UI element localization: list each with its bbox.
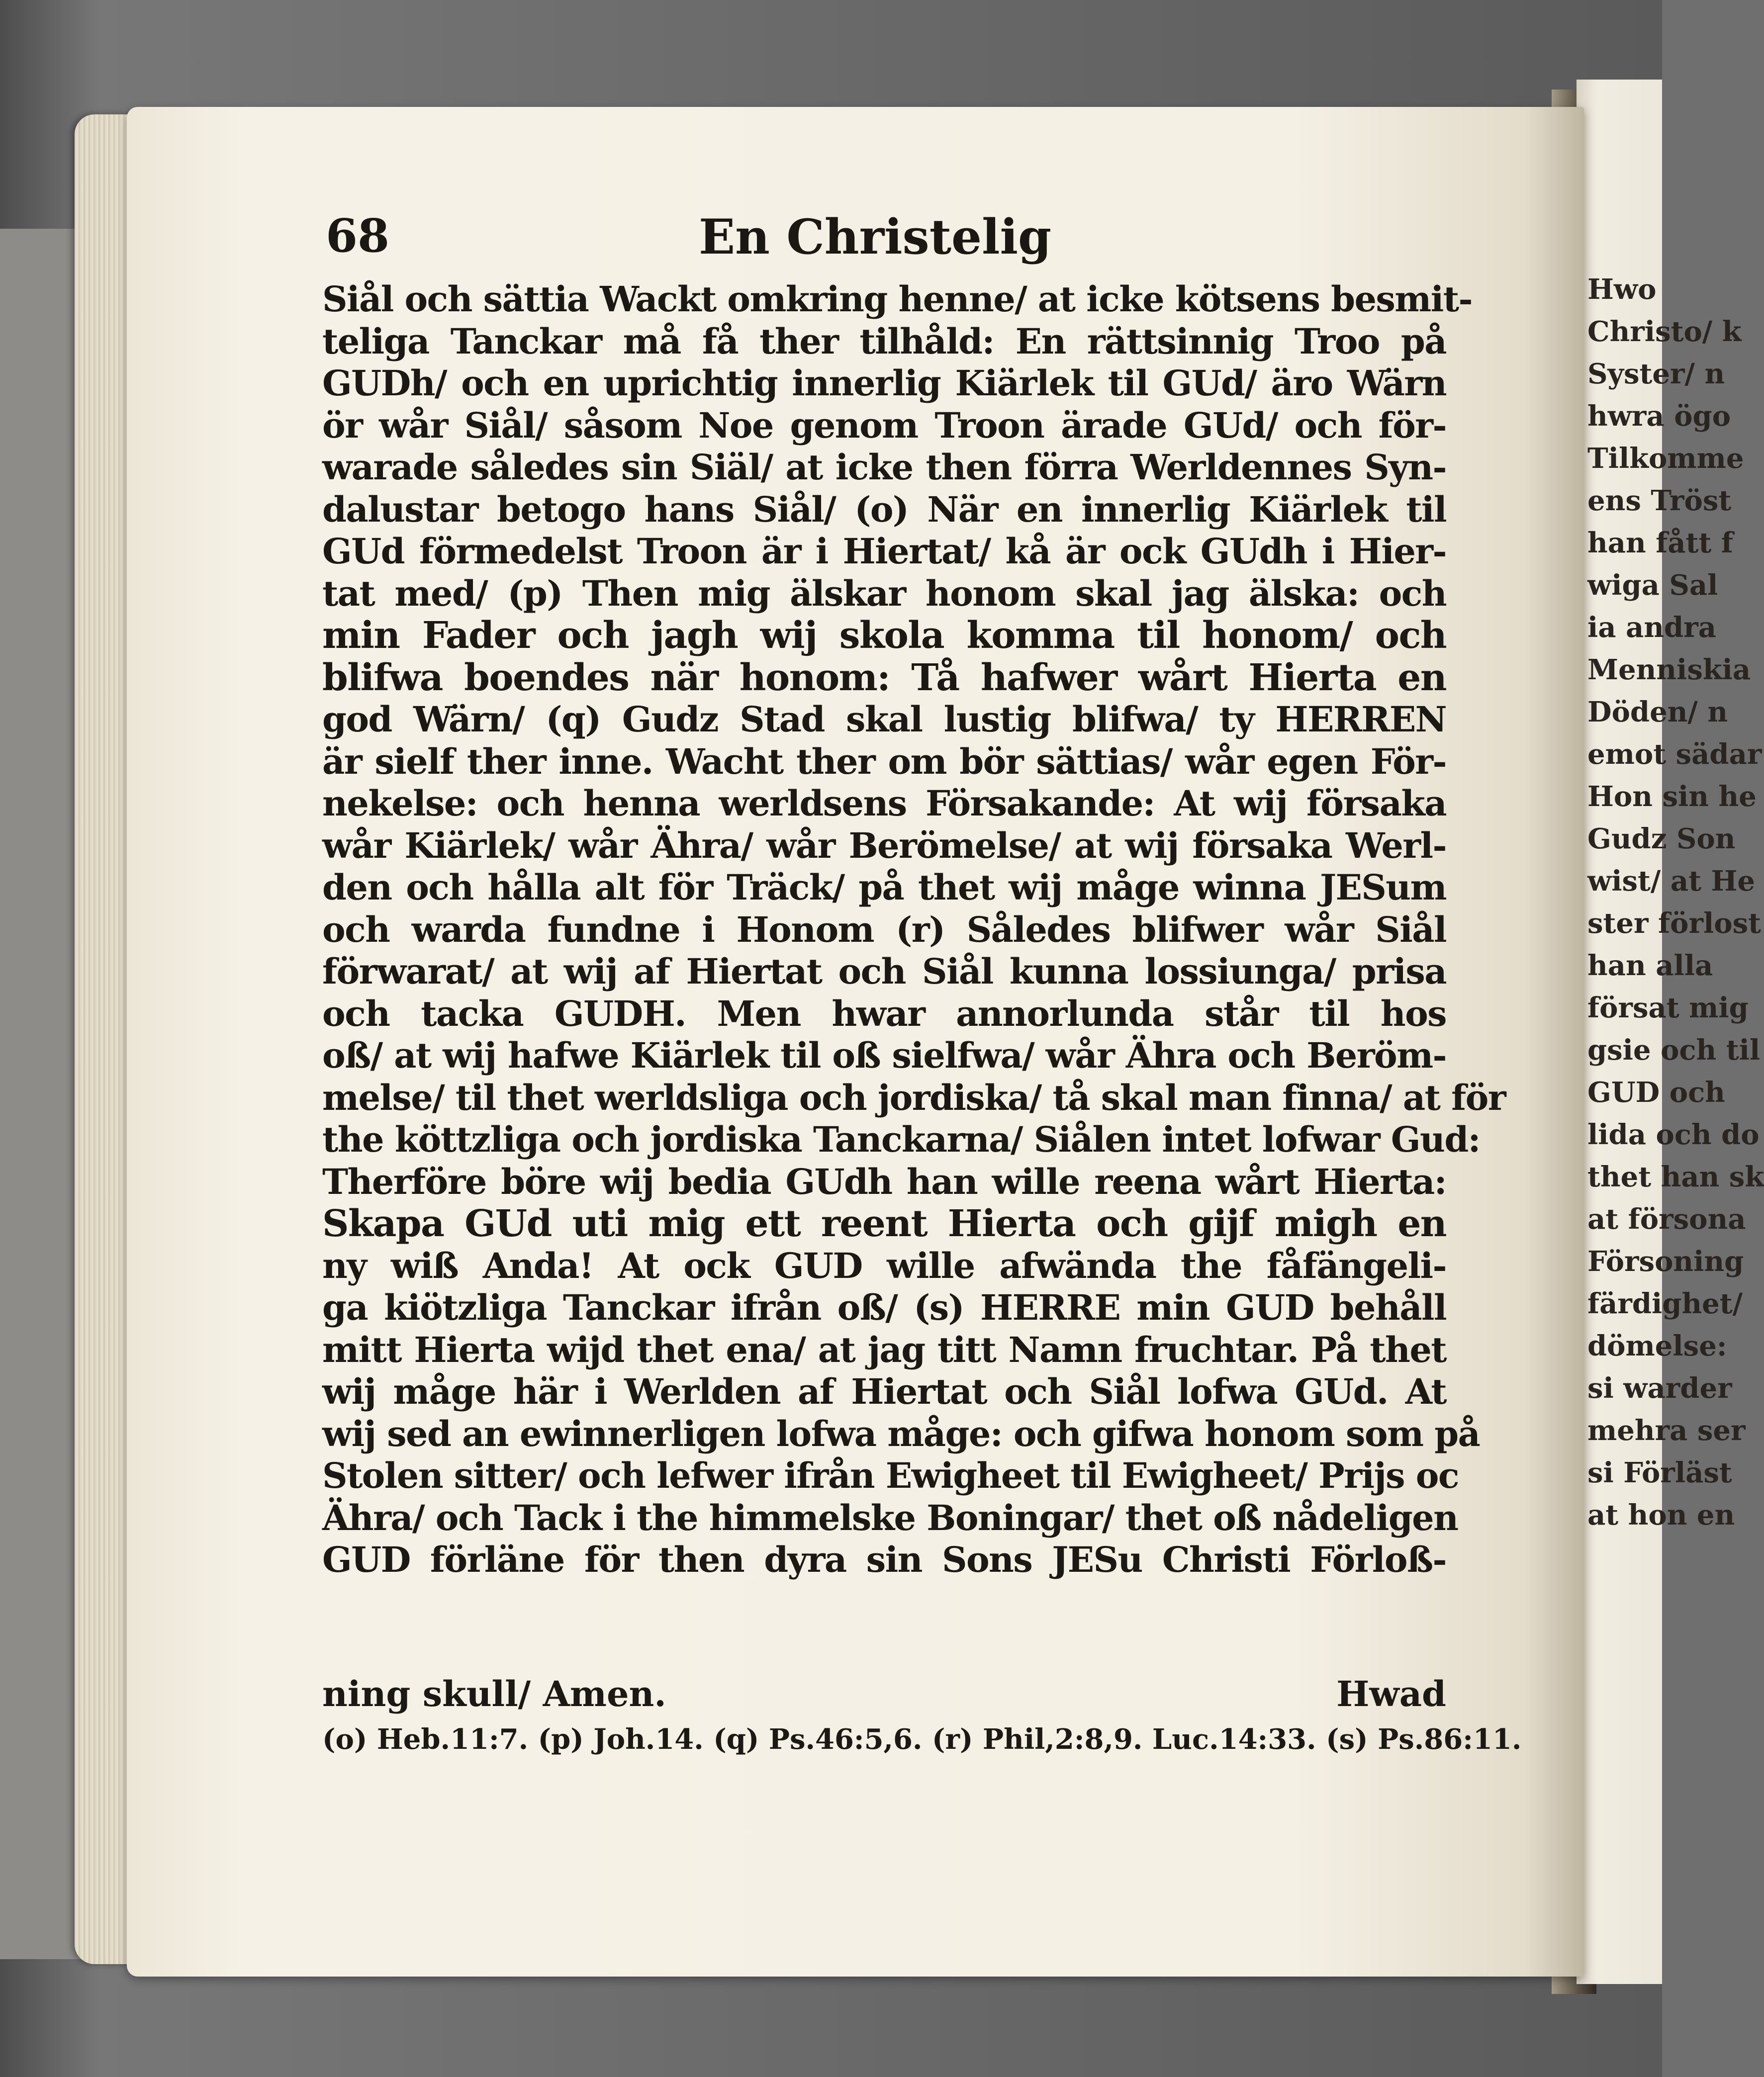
right-line: Gudz Son [1587,822,1736,855]
right-line: thet han sk [1587,1161,1764,1193]
page-header [326,209,1440,269]
footnotes: (o) Heb.11:7. (p) Joh.14. (q) Ps.46:5,6. (r) Phil,2:8,9. Luc.14:33. (s) Ps.86:11. [322,1723,1522,1756]
right-line: försat mig [1587,992,1749,1024]
right-line: si warder [1587,1372,1732,1405]
text-line: Stolen sitter/ och lefwer ifrån Ewigheet til Ewigheet/ Prijs oc [322,1455,1459,1496]
right-line: han alla [1587,949,1713,982]
right-line: at hon en [1587,1499,1735,1532]
catchword: Hwad [1336,1673,1446,1715]
text-line: GUD förläne för then dyra sin Sons JESu Christi Förloß- [322,1539,1446,1580]
right-page-text [1587,269,1764,1536]
right-line: GUD och [1587,1076,1725,1109]
text-line: ny wiß Anda! At ock GUD wille afwända the fåfängeli- [322,1245,1446,1286]
text-line: och warda fundne i Honom (r) Således blifwer wår Siål [322,908,1446,950]
text-line: god Wärn/ (q) Gudz Stad skal lustig blifwa/ ty HERREN [322,699,1446,740]
text-line: wår Kiärlek/ wår Ähra/ wår Berömelse/ at wij försaka Werl- [322,824,1446,866]
text-line: melse/ til thet werldsliga och jordiska/ tå skal man finna/ at för [322,1077,1506,1118]
right-line: Hwo [1587,273,1657,306]
right-line: Döden/ n [1587,696,1728,728]
last-text-line: ning skull/ Amen. [322,1673,666,1715]
right-line: dömelse: [1587,1330,1727,1362]
text-line: GUd förmedelst Troon är i Hiertat/ kå är ock GUdh i Hier- [322,531,1446,572]
running-head: En Christelig [699,209,1052,265]
right-line: wist/ at He [1587,865,1756,898]
right-line: wiga Sal [1587,569,1718,602]
closing-line [322,1673,1446,1718]
text-line: teliga Tanckar må få ther tilhåld: En rättsinnig Troo på [322,320,1446,362]
right-line: Menniskia [1587,653,1751,686]
right-line: Syster/ n [1587,358,1725,390]
right-line: gsie och til [1587,1034,1761,1067]
text-line: the köttzliga och jordiska Tanckarna/ Siålen intet lofwar Gud: [322,1119,1480,1160]
text-line: dalustar betogo hans Siål/ (o) När en innerlig Kiärlek til [322,488,1446,530]
text-line: wij sed an ewinnerligen lofwa måge: och gifwa honom som på [322,1413,1480,1454]
text-line: Therföre böre wij bedia GUdh han wille reena wårt Hierta: [322,1161,1446,1202]
text-line: warade således sin Siäl/ at icke then förra Werldennes Syn- [322,447,1446,488]
text-line: min Fader och jagh wij skola komma til honom/ och [322,614,1446,657]
text-line: tat med/ (p) Then mig älskar honom skal jag älska: och [322,572,1446,614]
text-line: är sielf ther inne. Wacht ther om bör sättias/ wår egen För- [322,740,1446,782]
page-number: 68 [326,209,390,263]
right-line: Christo/ k [1587,315,1742,348]
text-line: oß/ at wij hafwe Kiärlek til oß sielfwa/ wår Ähra och Beröm- [322,1035,1446,1076]
right-line: si Förläst [1587,1456,1732,1489]
right-line: ia andra [1587,611,1716,644]
right-line: hwra ögo [1587,400,1731,433]
right-line: mehra ser [1587,1414,1746,1447]
right-line: han fått f [1587,527,1733,559]
right-line: Hon sin he [1587,780,1757,813]
text-line: Skapa GUd uti mig ett reent Hierta och gijf migh en [322,1202,1446,1245]
right-line: Tilkomme [1587,442,1744,475]
right-line: at försona [1587,1203,1746,1236]
right-line: ster förlost [1587,907,1761,940]
text-line: Siål och sättia Wackt omkring henne/ at icke kötsens besmit- [322,278,1472,320]
right-line: färdighet/ [1587,1287,1743,1320]
text-line: wij måge här i Werlden af Hiertat och Siål lofwa GUd. At [322,1371,1446,1412]
text-line: ör wår Siål/ såsom Noe genom Troon ärade GUd/ och för- [322,404,1446,446]
text-line: nekelse: och henna werldsens Försakande: At wij försaka [322,783,1446,824]
right-line: lida och do [1587,1118,1760,1151]
text-line: och tacka GUDH. Men hwar annorlunda står til hos [322,993,1446,1034]
text-line: mitt Hierta wijd thet ena/ at jag titt Namn fruchtar. På thet [322,1329,1446,1370]
text-line: Ähra/ och Tack i the himmelske Boningar/ thet oß nådeligen [322,1497,1458,1538]
text-line: ga kiötzliga Tanckar ifrån oß/ (s) HERRE min GUD behåll [322,1287,1446,1328]
text-line: GUDh/ och en uprichtig innerlig Kiärlek til GUd/ äro Wärn [322,362,1446,404]
right-line: Försoning [1587,1245,1744,1278]
text-line: blifwa boendes när honom: Tå hafwer wårt Hierta en [322,656,1446,699]
right-page-fragment [1577,80,1764,1984]
right-line: emot sädar [1587,738,1762,771]
text-line: förwarat/ at wij af Hiertat och Siål kunna lossiunga/ prisa [322,951,1446,992]
right-line: ens Tröst [1587,484,1732,517]
text-line: den och hålla alt för Träck/ på thet wij måge winna JESum [322,867,1446,908]
body-text [322,278,1506,1581]
